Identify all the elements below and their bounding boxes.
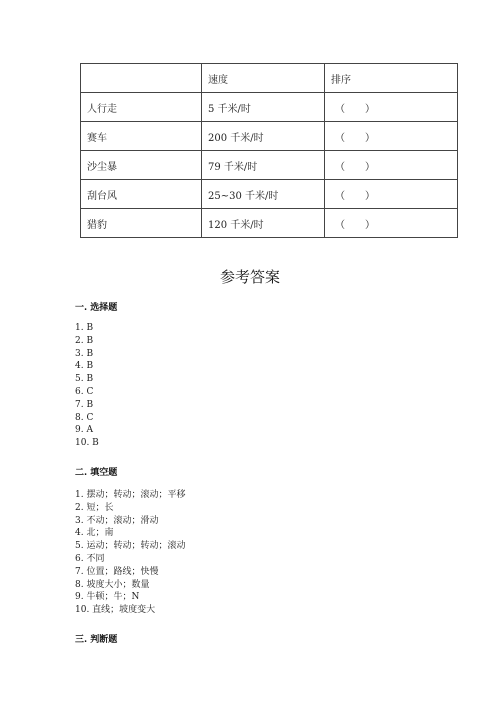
list-item: 10. 直线；坡度变大 <box>75 605 156 616</box>
table-header-cell: 速度 <box>202 64 325 93</box>
table-cell-subject: 沙尘暴 <box>81 151 202 180</box>
table-row <box>81 209 458 238</box>
rank-blank[interactable]: （ ） <box>335 103 375 115</box>
list-item: 6. C <box>75 386 94 397</box>
table-cell-speed: 79 千米/时 <box>202 151 325 180</box>
section-heading-true-false: 三. 判断题 <box>75 635 118 645</box>
list-item: 5. 运动；转动；转动；滚动 <box>75 541 186 552</box>
section-heading-fill-in-blank: 二. 填空题 <box>75 468 118 478</box>
list-item: 8. 坡度大小；数量 <box>75 579 150 590</box>
list-item: 7. 位置；路线；快慢 <box>75 566 159 577</box>
table-cell-speed: 25~30 千米/时 <box>202 180 325 209</box>
list-item: 7. B <box>75 399 94 410</box>
list-item: 1. B <box>75 323 94 333</box>
table-cell-subject: 猎豹 <box>81 209 202 238</box>
table-cell-subject: 人行走 <box>81 93 202 122</box>
table-cell-rank <box>325 93 458 122</box>
table-cell-subject: 刮台风 <box>81 180 202 209</box>
speed-table <box>80 63 458 238</box>
table-cell-subject: 赛车 <box>81 122 202 151</box>
table-cell-speed: 200 千米/时 <box>202 122 325 151</box>
list-item: 4. B <box>75 361 94 372</box>
list-item: 3. B <box>75 348 94 359</box>
table-cell-rank <box>325 151 458 180</box>
list-item: 5. B <box>75 374 94 385</box>
table-row <box>81 151 458 180</box>
rank-blank[interactable]: （ ） <box>335 161 375 173</box>
rank-blank[interactable]: （ ） <box>335 132 375 144</box>
table-header-cell: 排序 <box>325 64 458 93</box>
list-item: 1. 摆动；转动；滚动；平移 <box>75 490 186 500</box>
table-cell-rank <box>325 209 458 238</box>
rank-blank[interactable]: （ ） <box>335 190 375 202</box>
table-row <box>81 93 458 122</box>
table-cell-rank <box>325 122 458 151</box>
list-item: 8. C <box>75 412 94 423</box>
multiple-choice-answer-list <box>75 322 99 450</box>
list-item: 10. B <box>75 438 99 449</box>
table-header-row <box>81 64 458 93</box>
list-item: 4. 北；南 <box>75 528 114 539</box>
list-item: 2. 短；长 <box>75 502 114 513</box>
answer-key-title: 参考答案 <box>219 268 280 286</box>
list-item: 3. 不动；滚动；滑动 <box>75 515 159 526</box>
table-row <box>81 122 458 151</box>
table-row <box>81 180 458 209</box>
list-item: 6. 不同 <box>75 553 105 564</box>
list-item: 9. 牛顿；牛；N <box>75 592 140 603</box>
table-cell-speed: 120 千米/时 <box>202 209 325 238</box>
table-header-cell <box>81 64 202 93</box>
list-item: 9. A <box>75 425 93 436</box>
table-cell-rank <box>325 180 458 209</box>
rank-blank[interactable]: （ ） <box>335 219 375 231</box>
table-cell-speed: 5 千米/时 <box>202 93 325 122</box>
section-heading-multiple-choice: 一. 选择题 <box>75 303 118 313</box>
list-item: 2. B <box>75 335 94 346</box>
fill-in-blank-answer-list <box>75 489 185 617</box>
